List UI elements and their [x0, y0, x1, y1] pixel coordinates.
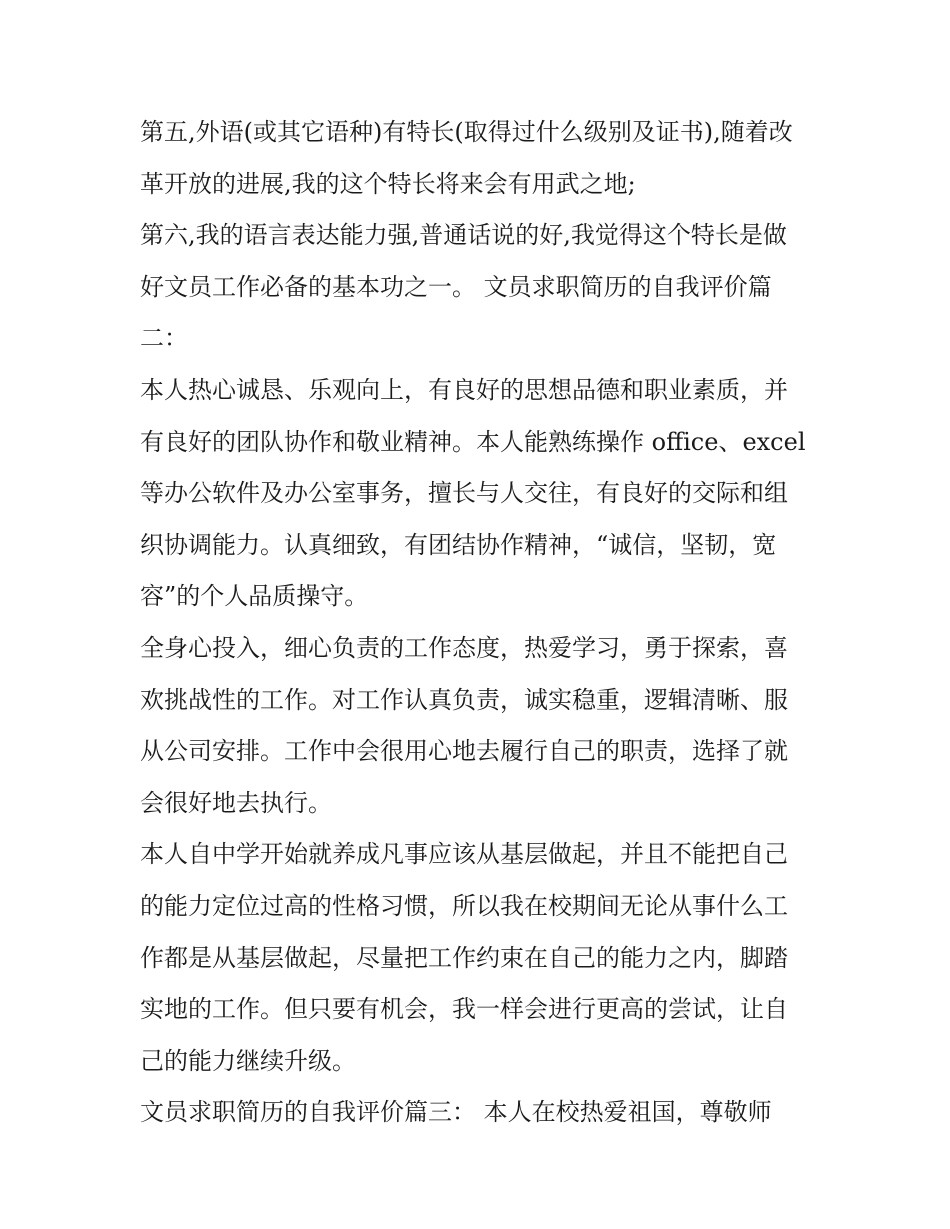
text-line: 本人自中学开始就养成凡事应该从基层做起，并且不能把自己 — [140, 840, 788, 869]
text-line: 本人热心诚恳、乐观向上，有良好的思想品德和职业素质，并 — [140, 375, 788, 404]
text-line: 实地的工作。但只要有机会，我一样会进行更高的尝试，让自 — [140, 995, 788, 1024]
text-line: 容”的个人品质操守。 — [140, 582, 369, 611]
text-line: 全身心投入，细心负责的工作态度，热爱学习，勇于探索，喜 — [140, 633, 788, 662]
text-line: 文员求职简历的自我评价篇三： 本人在校热爱祖国，尊敬师 — [140, 1098, 772, 1127]
text-line: 欢挑战性的工作。对工作认真负责，诚实稳重，逻辑清晰、服 — [140, 685, 788, 714]
text-line: 有良好的团队协作和敬业精神。本人能熟练操作 office、excel — [140, 427, 806, 456]
text-line: 二： — [140, 324, 188, 353]
text-line: 织协调能力。认真细致，有团结协作精神，“诚信，坚韧，宽 — [140, 530, 777, 559]
text-line: 作都是从基层做起，尽量把工作约束在自己的能力之内，脚踏 — [140, 943, 788, 972]
text-line: 的能力定位过高的性格习惯，所以我在校期间无论从事什么工 — [140, 891, 788, 920]
text-line: 等办公软件及办公室事务，擅长与人交往，有良好的交际和组 — [140, 479, 788, 508]
text-line: 革开放的进展,我的这个特长将来会有用武之地; — [140, 169, 636, 198]
text-line: 己的能力继续升级。 — [140, 1046, 356, 1075]
document-body — [140, 107, 820, 1139]
text-line: 从公司安排。工作中会很用心地去履行自己的职责，选择了就 — [140, 737, 788, 766]
text-line: 好文员工作必备的基本功之一。 文员求职简历的自我评价篇 — [140, 272, 772, 301]
text-line: 第六,我的语言表达能力强,普通话说的好,我觉得这个特长是做 — [140, 221, 787, 250]
text-line: 会很好地去执行。 — [140, 788, 332, 817]
text-line: 第五,外语(或其它语种)有特长(取得过什么级别及证书),随着改 — [140, 118, 793, 146]
